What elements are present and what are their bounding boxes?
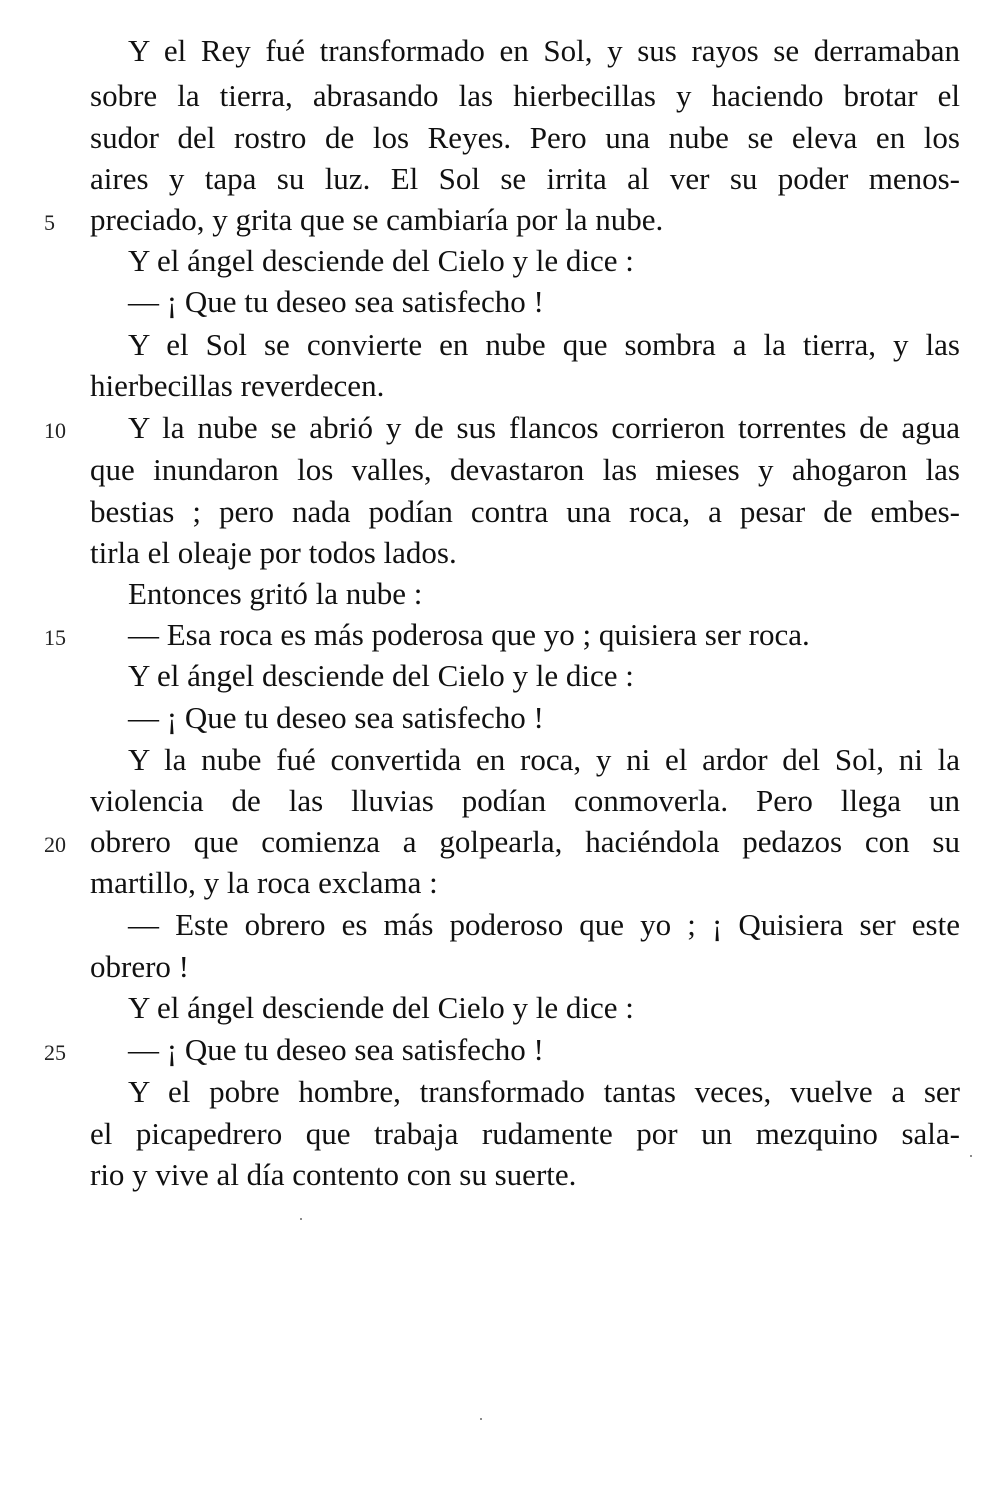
line-number: 20 <box>44 832 66 857</box>
text-line: Y el ángel desciende del Cielo y le dice : <box>128 658 634 693</box>
ink-speck <box>970 1155 972 1157</box>
text-line: obrero ! <box>90 949 189 984</box>
text-line: hierbecillas reverdecen. <box>90 368 385 403</box>
text-line: Y la nube fué convertida en roca, y ni el ardor del Sol, ni la <box>128 742 960 777</box>
text-line: — Esa roca es más poderosa que yo ; quisiera ser roca. <box>128 617 810 652</box>
text-line: sobre la tierra, abrasando las hierbecillas y haciendo brotar el <box>90 78 960 113</box>
text-line: Entonces gritó la nube : <box>128 576 423 611</box>
text-line: tirla el oleaje por todos lados. <box>90 535 457 570</box>
text-line: obrero que comienza a golpearla, haciéndola pedazos con su <box>90 824 960 859</box>
text-line: — ¡ Que tu deseo sea satisfecho ! <box>128 1032 544 1067</box>
ink-speck <box>300 1218 302 1220</box>
text-line: que inundaron los valles, devastaron las mieses y ahogaron las <box>90 452 960 487</box>
text-line: Y la nube se abrió y de sus flancos corrieron torrentes de agua <box>128 410 960 445</box>
line-number: 10 <box>44 418 66 443</box>
text-line: Y el Sol se convierte en nube que sombra a la tierra, y las <box>128 327 960 362</box>
ink-speck <box>480 1418 482 1420</box>
line-number: 25 <box>44 1040 66 1065</box>
text-line: bestias ; pero nada podían contra una roca, a pesar de embes- <box>90 494 960 529</box>
line-number: 5 <box>44 210 55 235</box>
text-line: violencia de las lluvias podían conmoverla. Pero llega un <box>90 783 960 818</box>
line-number: 15 <box>44 625 66 650</box>
text-line: sudor del rostro de los Reyes. Pero una nube se eleva en los <box>90 120 960 155</box>
text-line: Y el pobre hombre, transformado tantas veces, vuelve a ser <box>128 1074 960 1109</box>
text-line: — ¡ Que tu deseo sea satisfecho ! <box>128 700 544 735</box>
text-line: Y el Rey fué transformado en Sol, y sus rayos se derramaban <box>128 33 960 68</box>
text-line: — Este obrero es más poderoso que yo ; ¡ Quisiera ser este <box>128 907 960 942</box>
text-line: preciado, y grita que se cambiaría por la nube. <box>90 202 664 237</box>
text-line: Y el ángel desciende del Cielo y le dice : <box>128 990 634 1025</box>
text-line: aires y tapa su luz. El Sol se irrita al ver su poder menos- <box>90 161 960 196</box>
text-line: martillo, y la roca exclama : <box>90 865 438 900</box>
text-line: Y el ángel desciende del Cielo y le dice : <box>128 243 634 278</box>
text-line: rio y vive al día contento con su suerte. <box>90 1157 577 1192</box>
text-line: el picapedrero que trabaja rudamente por un mezquino sala- <box>90 1116 960 1151</box>
text-line: — ¡ Que tu deseo sea satisfecho ! <box>128 284 544 319</box>
